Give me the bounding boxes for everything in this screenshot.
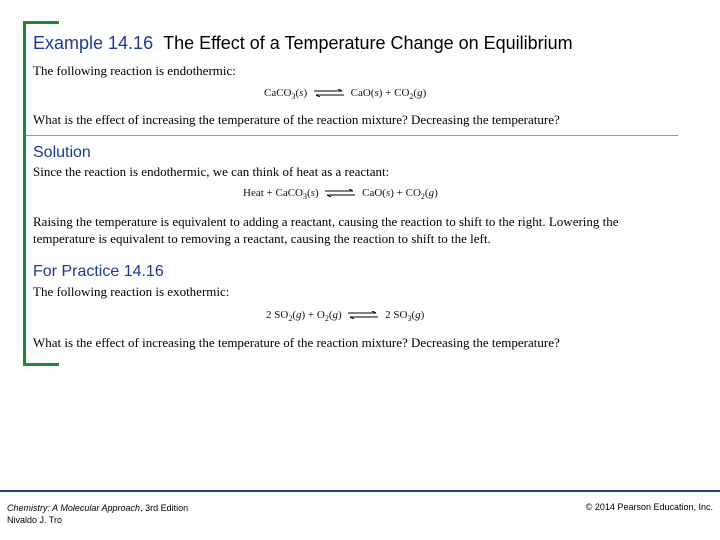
bracket-bottom	[23, 363, 59, 366]
equation-1	[264, 87, 426, 101]
solution-explanation: Raising the temperature is equivalent to adding a reactant, causing the reaction to shift to the right. Lowering the temperature is equivalent to removing a reactant, causing the reaction to shift to the left.	[33, 214, 619, 246]
page-title	[33, 33, 573, 54]
equation-2-rhs-b: $CO_2(g)$	[405, 187, 438, 202]
footer-citation	[7, 502, 188, 526]
equation-3-so3: $SO_3(g)$	[393, 309, 425, 324]
example-label: Example 14.16	[33, 33, 154, 53]
practice-question: What is the effect of increasing the temperature of the reaction mixture? Decreasing the temperature?	[33, 335, 560, 350]
equation-3-o2: $O_2(g)$	[316, 309, 342, 324]
bracket-vertical	[23, 21, 26, 366]
equation-2-rhs-a: CaO(s)	[362, 187, 394, 199]
equation-3-coef2: 2	[385, 309, 391, 321]
footer-edition: , 3rd Edition	[140, 503, 189, 513]
footer-author: Nivaldo J. Tro	[7, 515, 63, 525]
equation-1-rhs-b: $CO_2(g)$	[394, 87, 427, 102]
footer-book-title: Chemistry: A Molecular Approach	[7, 503, 141, 513]
equation-2-heat: Heat	[243, 187, 264, 199]
equation-3-coef1: 2	[266, 309, 272, 321]
equation-2-plus2: +	[396, 187, 403, 199]
footer-rule	[0, 490, 720, 492]
section-divider	[26, 135, 678, 136]
equation-1-rhs-a: CaO(s)	[350, 87, 383, 99]
example-title: The Effect of a Temperature Change on Equilibrium	[163, 33, 573, 53]
footer-copyright: © 2014 Pearson Education, Inc.	[585, 502, 713, 512]
solution-heading: Solution	[33, 144, 91, 161]
equation-3	[266, 309, 424, 323]
equilibrium-arrows-icon	[314, 89, 344, 97]
footer-book-line	[7, 502, 188, 514]
equation-2-plus1: +	[266, 187, 273, 199]
practice-intro: The following reaction is exothermic:	[33, 284, 230, 299]
practice-heading: For Practice 14.16	[33, 263, 164, 280]
problem-intro: The following reaction is endothermic:	[33, 63, 236, 78]
equation-3-plus: +	[307, 309, 315, 321]
equation-2	[243, 187, 438, 201]
equilibrium-arrows-icon	[348, 311, 378, 319]
equation-1-plus: +	[385, 87, 392, 99]
equation-1-lhs: CaCO$_3$(s)	[264, 87, 308, 102]
equation-3-so2: $SO_2(g)$	[274, 309, 306, 324]
bracket-top	[23, 21, 59, 24]
solution-intro: Since the reaction is endothermic, we can think of heat as a reactant:	[33, 164, 390, 179]
equilibrium-arrows-icon	[325, 189, 355, 197]
equation-2-lhs: CaCO$_3$(s)	[275, 187, 319, 202]
problem-question: What is the effect of increasing the temperature of the reaction mixture? Decreasing the temperature?	[33, 112, 560, 127]
